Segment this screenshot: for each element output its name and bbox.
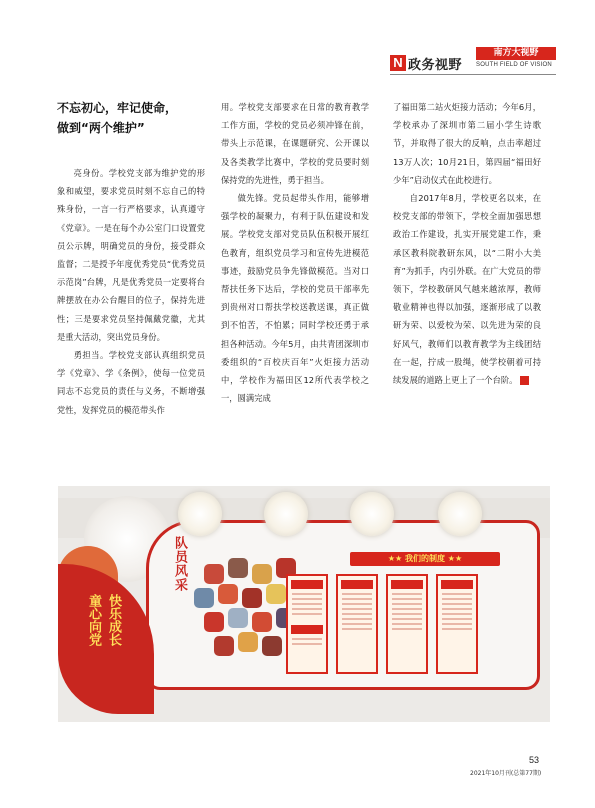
rules-card [386, 574, 428, 674]
paragraph: 勇担当。学校党支部认真组织党员学《党章》、学《条例》，使每一位党员同志不忘党员的责任与义务，不断增强党性，发挥党员的模范带头作 [57, 350, 205, 415]
slogan-left: 童心向党 [86, 594, 101, 646]
lamp-icon [264, 492, 308, 536]
team-style-title: 队员风采 [172, 536, 187, 592]
collage-photo [252, 564, 272, 584]
collage-photo [252, 612, 272, 632]
collage-photo [204, 564, 224, 584]
collage-photo [228, 608, 248, 628]
rules-card [336, 574, 378, 674]
subtitle-line-1: 不忘初心，牢记使命， [57, 101, 178, 115]
collage-photo [238, 632, 258, 652]
slogan-right: 快乐成长 [106, 594, 121, 646]
collage-photo [242, 588, 262, 608]
rules-card [436, 574, 478, 674]
collage-photo [228, 558, 248, 578]
paragraph: 做先锋。党员起带头作用，能够增强学校的凝聚力，有利于队伍建设和发展。学校党支部对党员队伍积极开展红色教育，组织党员学习和宣传先进模范事迹，鼓励党员争先锋做模范。当对口帮扶任务下达后，学校的党员干部率先到贵州对口帮扶学校送教送课，真正做到不怕苦，不怕累；同时学校还勇于承担各种活动。今年5月，由共青团深圳市委组织的“百校庆百年”火炬接力活动中，学校作为福田区12所代表学校之一，圆满完成 [221, 193, 369, 404]
paragraph: 亮身份。学校党支部为维护党的形象和威望，要求党员时刻不忘自己的特殊身份，一言一行严格要求，认真遵守《党章》。一是在每个办公室门口设置党员公示牌，明确党员的身份，接受群众监督；二是授予年度优秀党员“优秀党员示范岗”台牌，凡是优秀党员一定要将台牌摆放在办公台醒目的位子，保持先进性；三是要求党员坚持佩戴党徽，尤其是重大活动，突出党员身份。 [57, 168, 205, 342]
collage-photo [266, 584, 286, 604]
rules-banner: ★★ 我们的制度 ★★ [350, 552, 500, 566]
issue-info: 2021年10月刊(总第77期) [470, 770, 542, 777]
paragraph: 了福田第二站火炬接力活动；今年6月，学校承办了深圳市第二届小学生诗歌节，并取得了很大的反响，点击率超过13万人次；10月21日，第四届“福田好少年”启动仪式在此校进行。 [393, 102, 541, 185]
header-divider [390, 74, 556, 75]
article-column-1 [57, 98, 205, 419]
page-number: 53 [529, 755, 540, 765]
rules-card [286, 574, 328, 674]
magazine-logo-icon: N [390, 55, 406, 71]
paragraph-text: 自2017年8月，学校更名以来，在校党支部的带领下，学校全面加强思想政治工作建设，扎实开展党建工作，秉承区教科院教研东风，以“二附小大美育”为抓手，内引外联。在广大党员的带领下，学校教研风气越来越浓厚，教师敬业精神也得以加强，逐渐形成了以教研为荣、以爱校为荣、以先进为荣的良好风气，教师们以教育教学为主线团结在一起，拧成一股绳，使学校朝着可持续发展的道路上更上了一个台阶。 [393, 193, 541, 386]
end-mark-icon: N [520, 376, 529, 385]
lamp-icon [350, 492, 394, 536]
column-name: 政务视野 [408, 58, 463, 73]
collage-photo [218, 584, 238, 604]
collage-photo [262, 636, 282, 656]
article-subtitle [57, 98, 205, 138]
subtitle-line-2: 做到“两个维护” [57, 121, 145, 135]
article-column-3 [393, 98, 541, 389]
collage-photo [194, 588, 214, 608]
section-label: 南方大视野 [476, 47, 556, 60]
lamp-icon [178, 492, 222, 536]
collage-photo [214, 636, 234, 656]
paragraph [393, 189, 541, 389]
paragraph: 用。学校党支部要求在日常的教育教学工作方面，学校的党员必须冲锋在前，带头上示范课，在课题研究、公开课以及各类教学比赛中，学校的党员要时刻保持党的先进性，勇于担当。 [221, 102, 369, 185]
collage-photo [204, 612, 224, 632]
display-wall-photo [58, 486, 550, 722]
section-label-en: SOUTH FIELD OF VISION [476, 62, 552, 68]
article-column-2 [221, 98, 369, 407]
lamp-icon [438, 492, 482, 536]
